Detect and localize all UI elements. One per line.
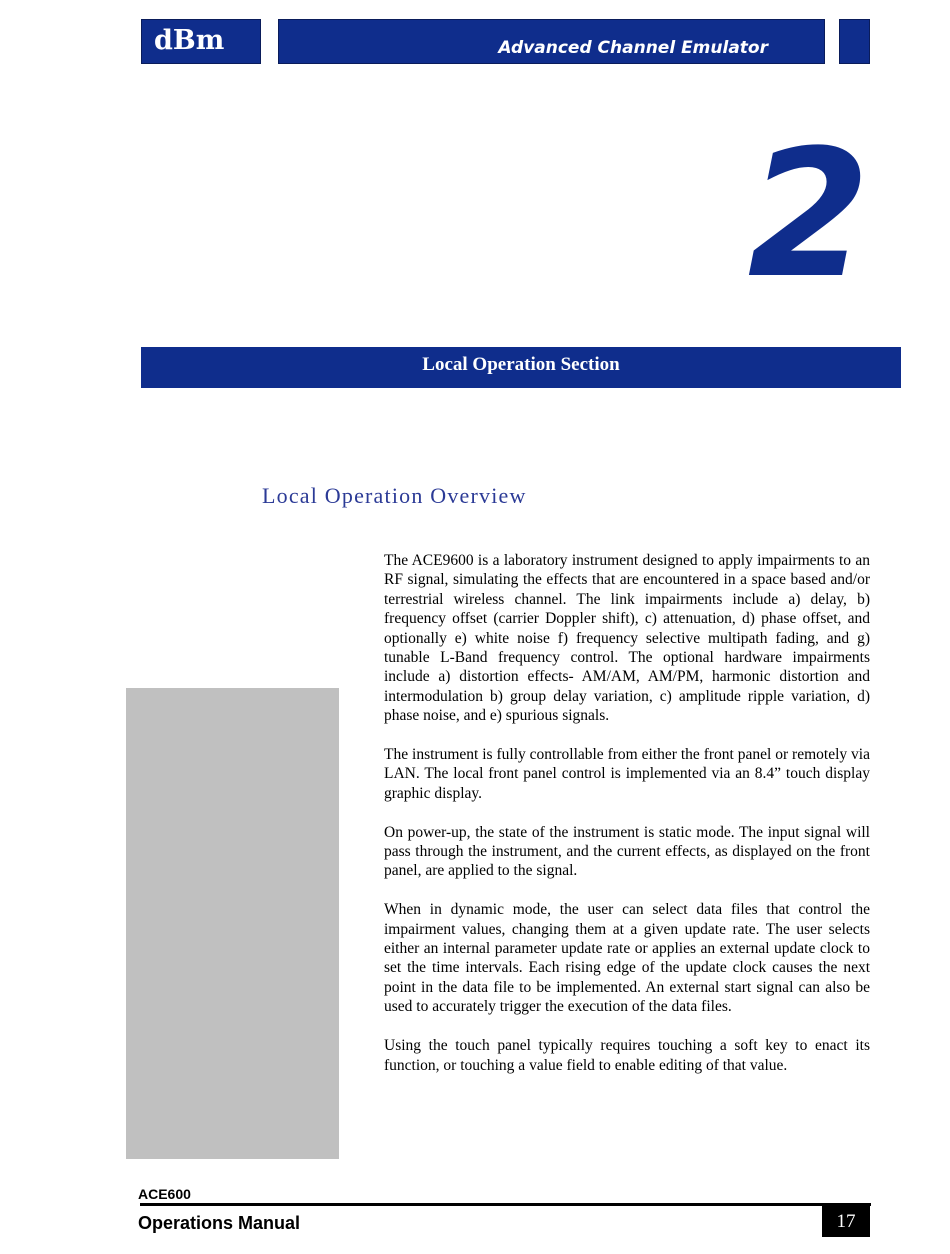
paragraph: Using the touch panel typically requires touching a soft key to enact its function, or touching a value field to enable editing of that value. — [384, 1037, 870, 1074]
page-number: 17 — [836, 1211, 856, 1232]
section-title-bar — [141, 347, 901, 388]
paragraph: On power-up, the state of the instrument is static mode. The input signal will pass through the instrument, and the current effects, as displayed on the front panel, are applied to the signal. — [384, 823, 870, 880]
page-number-box — [822, 1205, 870, 1237]
sidebar-gray-panel — [126, 688, 339, 1159]
paragraph: When in dynamic mode, the user can select data files that control the impairment values, changing them at a given update rate. The user selects either an internal parameter update rate or applies an external update clock to set the time intervals. Each rising edge of the update clock causes the next point in the data file to be implemented. An external start signal can also be used to accurately trigger the execution of the data files. — [384, 901, 870, 1016]
header-accent-block — [839, 19, 870, 64]
footer-manual-title: Operations Manual — [138, 1213, 301, 1233]
footer-divider — [140, 1203, 871, 1206]
footer-model: ACE600 — [138, 1186, 191, 1202]
section-title: Local Operation Section — [422, 354, 620, 375]
logo-box — [141, 19, 261, 64]
chapter-number: 2 — [747, 112, 870, 317]
header-title-bar — [278, 19, 825, 64]
paragraph: The instrument is fully controllable from either the front panel or remotely via LAN. The local front panel control is implemented via an 8.4” touch display graphic display. — [384, 746, 870, 802]
product-title: Advanced Channel Emulator — [498, 38, 768, 58]
overview-heading: Local Operation Overview — [262, 483, 527, 508]
company-logo: dBm — [154, 25, 225, 56]
body-text — [384, 551, 870, 1094]
paragraph: The ACE9600 is a laboratory instrument designed to apply impairments to an RF signal, simulating the effects that are encountered in a space based and/or terrestrial wireless channel. The link impairments include a) delay, b) frequency offset (carrier Doppler shift), c) attenuation, d) phase offset, and optionally e) white noise f) frequency selective multipath fading, and g) tunable L-Band frequency control. The optional hardware impairments include a) distortion effects- AM/AM, AM/PM, harmonic distortion and intermodulation b) group delay variation, c) amplitude ripple variation, d) phase noise, and e) spurious signals. — [384, 552, 870, 725]
